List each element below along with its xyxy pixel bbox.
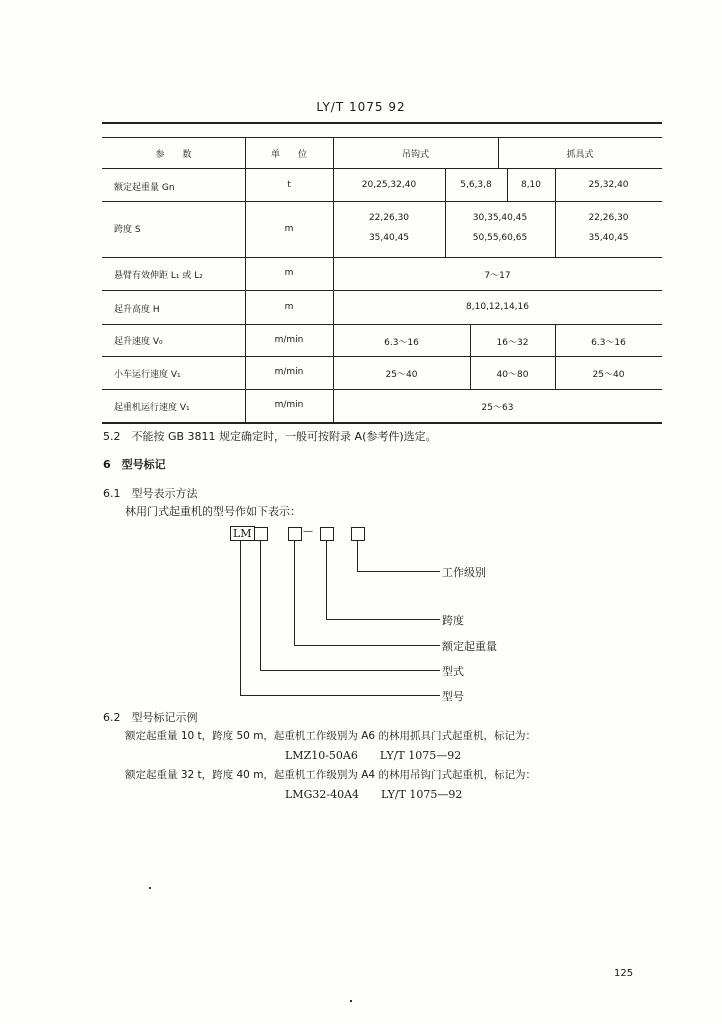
grade-box: [351, 527, 365, 541]
header-hook: 吊钩式: [401, 150, 429, 160]
document-header: LY/T 1075 92: [316, 100, 406, 114]
leader-line: [357, 571, 440, 572]
example-1-text: 额定起重量 10 t，跨度 50 m，起重机工作级别为 A6 的林用抓具门式起重机，标记为：: [125, 730, 536, 742]
row-unit: m: [284, 302, 294, 312]
scan-speck: [350, 1000, 352, 1002]
scan-speck: [149, 887, 151, 889]
row-unit: m: [284, 224, 294, 234]
row-label: 额定起重量 Gn: [114, 183, 175, 193]
label-type: 型式: [442, 665, 464, 678]
leader-line: [240, 695, 440, 696]
table-cell: 8,10: [520, 180, 542, 190]
label-grade: 工作级别: [442, 566, 486, 579]
row-label: 小车运行速度 V₁: [114, 370, 181, 380]
header-param: 参 数: [155, 150, 192, 160]
section-6-2-heading: 6.2 型号标记示例: [103, 711, 198, 724]
table-cell: 25～40: [385, 370, 418, 380]
section-6-1-heading: 6.1 型号表示方法: [103, 487, 198, 500]
table-cell: 20,25,32,40: [361, 180, 417, 190]
table-cell: 40～80: [496, 370, 529, 380]
table-rule: [102, 257, 662, 258]
table-rule: [102, 356, 662, 357]
table-rule: [102, 201, 662, 202]
load-box: [288, 527, 302, 541]
table-top-rule: [102, 122, 662, 124]
table-rule: [102, 290, 662, 291]
row-label: 起升高度 H: [114, 305, 160, 315]
page-number: 125: [614, 968, 634, 979]
table-cell: 5,6,3,8: [460, 180, 492, 190]
row-unit: m/min: [274, 367, 304, 377]
example-2-code: LMG32-40A4 LY/T 1075—92: [285, 788, 463, 801]
row-unit: m/min: [274, 400, 304, 410]
table-cell: 8,10,12,14,16: [466, 302, 529, 312]
leader-line: [326, 619, 440, 620]
span-box: [320, 527, 334, 541]
table-rule: [102, 389, 662, 390]
label-model: 型号: [442, 690, 464, 703]
header-grab: 抓具式: [566, 150, 594, 160]
table-rule: [102, 137, 662, 138]
table-cell: 25～40: [592, 370, 625, 380]
leader-line: [294, 541, 295, 645]
label-load: 额定起重量: [442, 640, 497, 653]
table-cell: 35,40,45: [368, 233, 410, 243]
table-bottom-rule: [102, 422, 662, 424]
label-span: 跨度: [442, 614, 464, 627]
section-5-2: 5.2 不能按 GB 3811 规定确定时，一般可按附录 A(参考件)选定。: [103, 430, 437, 443]
table-rule: [102, 168, 662, 169]
table-cell: 7～17: [484, 271, 511, 281]
leader-line: [294, 645, 440, 646]
table-cell: 25,32,40: [588, 180, 629, 190]
table-cell: 25～63: [481, 403, 514, 413]
model-prefix: LM: [230, 526, 255, 541]
leader-line: [357, 541, 358, 571]
row-label: 起重机运行速度 V₁: [114, 403, 190, 413]
table-cell: 35,40,45: [588, 233, 629, 243]
row-unit: m: [284, 268, 294, 278]
leader-line: [326, 541, 327, 619]
table-cell: 22,26,30: [588, 213, 629, 223]
leader-line: [260, 670, 440, 671]
model-dash: —: [303, 526, 313, 537]
row-unit: t: [287, 180, 291, 190]
table-cell: 16～32: [496, 338, 529, 348]
row-label: 起升速度 V₀: [114, 337, 163, 347]
header-unit: 单 位: [270, 150, 307, 160]
row-unit: m/min: [274, 335, 304, 345]
row-label: 跨度 S: [114, 225, 141, 235]
row-label: 悬臂有效伸距 L₁ 或 L₂: [114, 271, 203, 281]
example-2-text: 额定起重量 32 t，跨度 40 m，起重机工作级别为 A4 的林用吊钩门式起重机，标记为：: [125, 769, 536, 781]
table-cell: 22,26,30: [368, 213, 410, 223]
section-6-1-text: 林用门式起重机的型号作如下表示：: [125, 505, 301, 518]
table-cell: 50,55,60,65: [472, 233, 528, 243]
example-1-code: LMZ10-50A6 LY/T 1075—92: [285, 749, 462, 762]
leader-line: [260, 541, 261, 670]
table-cell: 30,35,40,45: [472, 213, 528, 223]
table-rule: [102, 324, 662, 325]
section-6-heading: 6 型号标记: [103, 458, 166, 471]
table-cell: 6.3～16: [384, 338, 419, 348]
leader-line: [240, 541, 241, 695]
table-cell: 6.3～16: [591, 338, 626, 348]
type-box: [254, 527, 268, 541]
